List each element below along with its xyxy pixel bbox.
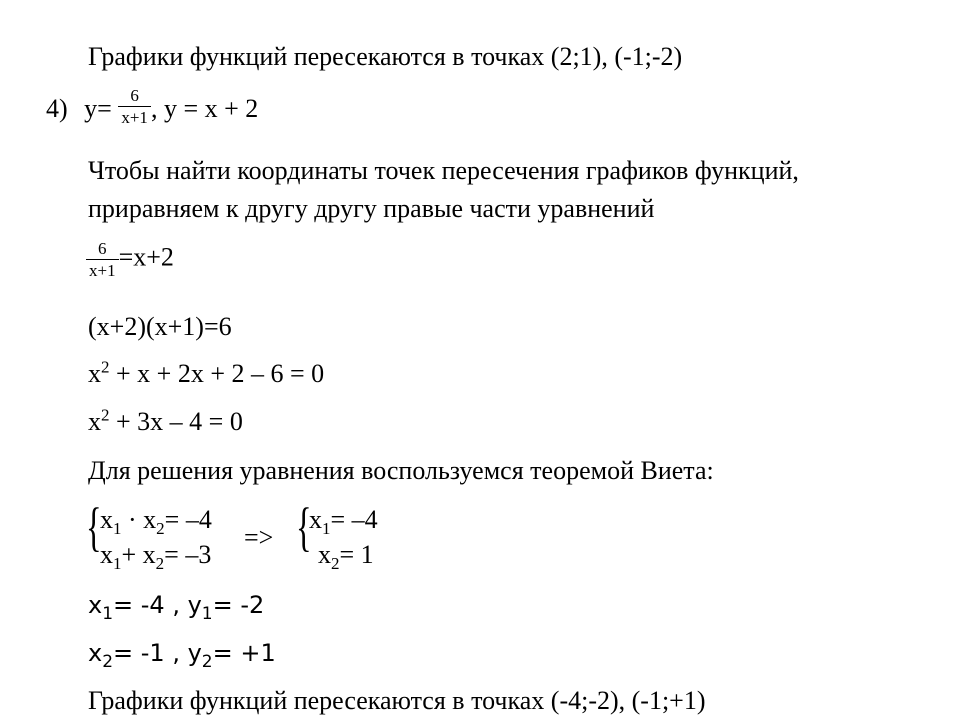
subscript: 1	[102, 603, 114, 624]
subscript: 2	[155, 554, 165, 574]
fraction-denominator: x+1	[86, 259, 119, 279]
subscript: 2	[156, 519, 165, 539]
value: = 1	[339, 540, 374, 569]
y-value: = +1	[212, 639, 276, 667]
implies-arrow: =>	[244, 523, 274, 552]
problem-rest: , y = x + 2	[150, 94, 259, 123]
final-conclusion: Графики функций пересекаются в точках (-4;-2), (-1;+1)	[88, 686, 706, 715]
x-value: = -4 ,	[113, 591, 188, 619]
y-value: = -2	[212, 591, 265, 619]
equation-expanded-rest: + x + 2x + 2 – 6 = 0	[109, 359, 325, 388]
system-right-row-1	[309, 505, 378, 539]
variable-x: x	[88, 359, 101, 388]
problem-statement	[46, 85, 259, 127]
equation-fraction-part	[86, 240, 119, 279]
variable-x: x	[318, 540, 331, 569]
variable-x: x	[88, 407, 101, 436]
fraction-numerator: 6	[130, 85, 139, 105]
variable-x: x	[309, 505, 322, 534]
equation-expanded	[88, 357, 325, 388]
explanation-line-2: приравняем к другу другу правые части уравнений	[88, 194, 655, 223]
value: = –4	[330, 505, 378, 534]
equation-quadratic-rest: + 3x – 4 = 0	[109, 407, 243, 436]
intro-conclusion: Графики функций пересекаются в точках (2;1), (-1;-2)	[88, 42, 683, 71]
equation-product: (x+2)(x+1)=6	[88, 312, 232, 341]
exponent: 2	[101, 357, 110, 377]
operator: · x	[121, 505, 157, 534]
subscript: 2	[201, 651, 213, 672]
variable-x: x	[88, 639, 103, 667]
subscript: 2	[331, 554, 340, 574]
x-value: = -1 ,	[113, 639, 188, 667]
subscript: 1	[113, 519, 122, 539]
left-brace-icon: {	[86, 497, 102, 557]
value: = –4	[164, 505, 212, 534]
exponent: 2	[101, 405, 110, 425]
variable-x: x	[100, 540, 113, 569]
subscript: 1	[113, 554, 122, 574]
right-brace-icon: {	[296, 497, 312, 557]
problem-number: 4)	[46, 94, 68, 123]
equation-quadratic	[88, 405, 243, 436]
operator: + x	[121, 540, 156, 569]
subscript: 2	[102, 651, 114, 672]
subscript: 1	[322, 519, 331, 539]
equation-fraction-rest: =x+2	[118, 242, 174, 272]
explanation-line-1: Чтобы найти координаты точек пересечения графиков функций,	[88, 156, 799, 185]
equation-fraction	[86, 240, 174, 279]
fraction-numerator: 6	[98, 239, 107, 258]
problem-fraction	[118, 87, 151, 126]
system-right-row-2	[318, 540, 374, 574]
system-left-row-1	[100, 505, 212, 539]
value: = –3	[164, 540, 212, 569]
variable-y: y	[187, 591, 202, 619]
problem-y-prefix: y=	[84, 94, 112, 123]
variable-y: y	[187, 639, 202, 667]
variable-x: x	[100, 505, 113, 534]
root-1	[88, 591, 265, 624]
variable-x: x	[88, 591, 103, 619]
root-2	[88, 639, 276, 672]
subscript: 1	[201, 603, 213, 624]
system-left-row-2	[100, 540, 212, 574]
fraction-denominator: x+1	[118, 106, 151, 126]
vieta-note: Для решения уравнения воспользуемся теоремой Виета:	[88, 456, 714, 485]
